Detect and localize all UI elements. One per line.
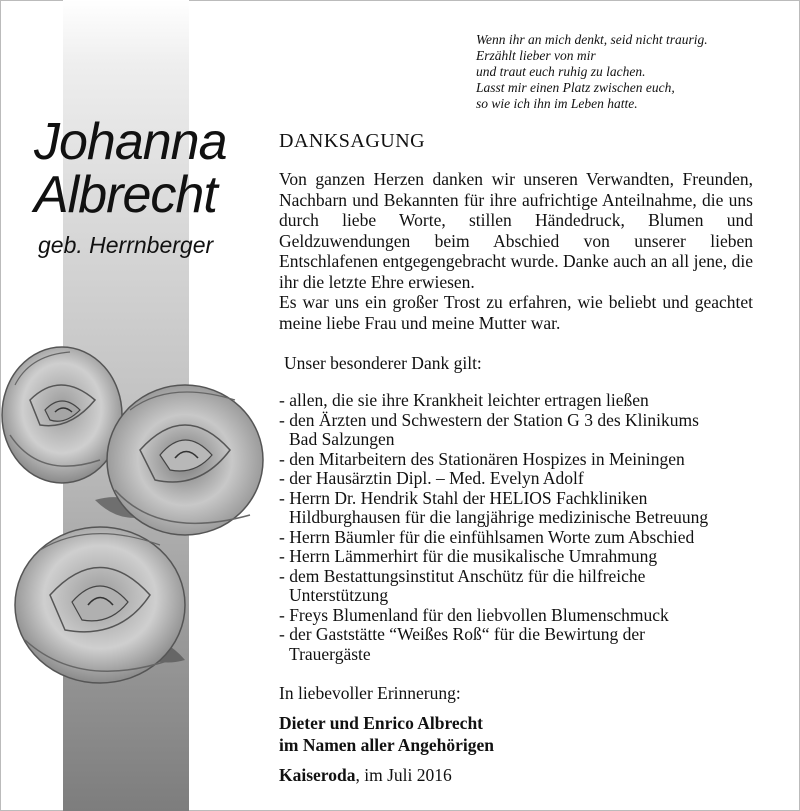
thanks-list [279,391,708,664]
poem-line: Wenn ihr an mich denkt, seid nicht traurig. [476,32,708,47]
roses-illustration [0,340,290,720]
place-town: Kaiseroda [279,765,356,785]
list-item: - Freys Blumenland für den liebvollen Blumenschmuck [279,604,669,625]
list-item: - allen, die sie ihre Krankheit leichter ertragen ließen [279,390,649,410]
closing-line: In liebevoller Erinnerung: [279,683,461,703]
place-date [279,765,452,786]
deceased-last-name: Albrecht [34,166,217,224]
list-item: - den Mitarbeitern des Stationären Hospizes in Meiningen [279,448,685,469]
signature-line-1: Dieter und Enrico Albrecht [279,713,484,733]
body-paragraph-1: Von ganzen Herzen danken wir unseren Verwandten, Freunden, Nachbarn und Bekannten für ihre aufrichtige Anteilnahme, die uns durch liebe Worte, stillen Händedruck, Blumen und Geldzuwendungen beim Abschied von unserer lieben Entschlafenen entgegengebracht wurde. Danke auch an all jene, die ihr die letzte Ehre erwiesen. [279,169,753,292]
rose-top-left [2,347,122,483]
deceased-birth-name: geb. Herrnberger [38,232,214,258]
list-item: - Herrn Bäumler für die einfühlsamen Worte zum Abschied [279,526,695,547]
list-item: - Herrn Dr. Hendrik Stahl der HELIOS Fachkliniken Hildburghausen für die langjährige medizinische Betreuung [279,487,709,527]
list-item: - dem Bestattungsinstitut Anschütz für die hilfreiche Unterstützung [279,565,646,605]
list-item: - Herrn Lämmerhirt für die musikalische Umrahmung [279,546,658,566]
poem-line: Erzählt lieber von mir [476,48,596,63]
poem-line: Lasst mir einen Platz zwischen euch, [476,80,675,95]
poem-line: und traut euch ruhig zu lachen. [476,64,646,79]
signature-line-2: im Namen aller Angehörigen [279,735,495,755]
list-item: - der Gaststätte “Weißes Roß“ für die Bewirtung der Trauergäste [279,624,645,664]
list-item: - den Ärzten und Schwestern der Station G 3 des Klinikums Bad Salzungen [279,409,699,449]
place-date-text: , im Juli 2016 [355,765,452,785]
heading: DANKSAGUNG [279,130,426,152]
rose-right [107,385,263,535]
rose-bottom [15,527,185,683]
body-text [279,169,753,333]
signature [279,712,494,756]
body-paragraph-2: Es war uns ein großer Trost zu erfahren, wie beliebt und geachtet meine liebe Frau und meine Mutter war. [279,292,753,333]
list-item: - der Hausärztin Dipl. – Med. Evelyn Adolf [279,468,584,488]
poem [476,32,708,112]
deceased-first-name: Johanna [34,113,227,171]
poem-line: so wie ich ihn im Leben hatte. [476,96,638,111]
thanks-intro: Unser besonderer Dank gilt: [284,353,482,373]
